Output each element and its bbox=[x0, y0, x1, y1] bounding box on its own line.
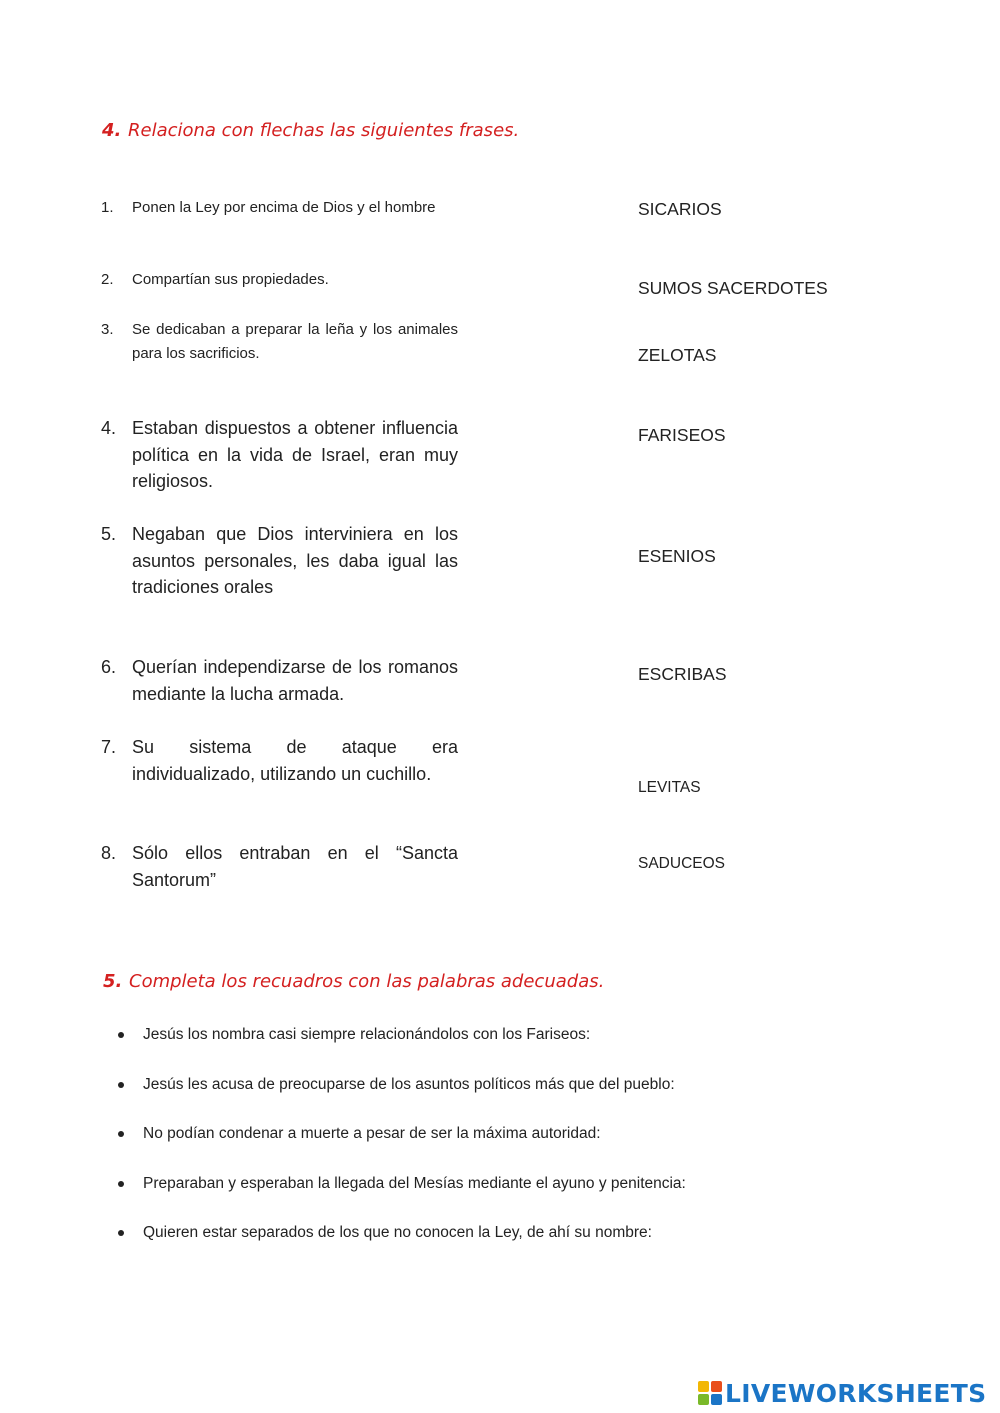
list-item bbox=[118, 1023, 686, 1073]
statement-number: 1. bbox=[101, 199, 114, 216]
bullet-icon bbox=[118, 1230, 124, 1236]
statement-text: Negaban que Dios interviniera en los asuntos personales, les daba igual las tradiciones orales bbox=[132, 524, 458, 597]
exercise-5-list bbox=[118, 1023, 686, 1271]
group-esenios[interactable]: ESENIOS bbox=[638, 546, 716, 566]
statement-text: Sólo ellos entraban en el “Sancta Santorum” bbox=[132, 843, 458, 890]
statement-text: Se dedicaban a preparar la leña y los animales para los sacrificios. bbox=[132, 321, 458, 362]
liveworksheets-logo bbox=[698, 1375, 986, 1411]
statement-4 bbox=[101, 415, 458, 495]
statement-text: Ponen la Ley por encima de Dios y el hombre bbox=[132, 199, 436, 216]
statement-7 bbox=[101, 734, 458, 787]
group-levitas[interactable]: LEVITAS bbox=[638, 779, 701, 796]
list-item-text: Jesús les acusa de preocuparse de los asuntos políticos más que del pueblo: bbox=[143, 1075, 675, 1093]
exercise-4-title: Relaciona con flechas las siguientes frases. bbox=[128, 120, 520, 141]
group-sumos-sacerdotes[interactable]: SUMOS SACERDOTES bbox=[638, 278, 828, 298]
group-sicarios[interactable]: SICARIOS bbox=[638, 199, 722, 219]
exercise-5-title: Completa los recuadros con las palabras adecuadas. bbox=[129, 971, 605, 992]
exercise-5-heading bbox=[103, 971, 604, 992]
bullet-icon bbox=[118, 1082, 124, 1088]
logo-square bbox=[711, 1394, 722, 1405]
group-saduceos[interactable]: SADUCEOS bbox=[638, 855, 725, 872]
statement-3 bbox=[101, 318, 458, 366]
statement-number: 7. bbox=[101, 737, 117, 757]
bullet-icon bbox=[118, 1032, 124, 1038]
list-item-text: Preparaban y esperaban la llegada del Mesías mediante el ayuno y penitencia: bbox=[143, 1174, 686, 1192]
list-item bbox=[118, 1122, 686, 1172]
statement-number: 2. bbox=[101, 271, 114, 288]
statement-number: 6. bbox=[101, 657, 117, 677]
bullet-icon bbox=[118, 1131, 124, 1137]
statement-5 bbox=[101, 521, 458, 601]
statement-2 bbox=[101, 268, 458, 292]
statement-number: 4. bbox=[101, 418, 117, 438]
liveworksheets-logo-icon bbox=[698, 1381, 722, 1405]
statement-text: Estaban dispuestos a obtener influencia política en la vida de Israel, eran muy religiosos. bbox=[132, 418, 458, 491]
group-fariseos[interactable]: FARISEOS bbox=[638, 425, 726, 445]
list-item bbox=[118, 1073, 686, 1123]
statement-8 bbox=[101, 840, 458, 893]
statement-text: Querían independizarse de los romanos mediante la lucha armada. bbox=[132, 657, 458, 704]
bullet-icon bbox=[118, 1181, 124, 1187]
exercise-5-number: 5. bbox=[103, 971, 123, 992]
list-item-text: Jesús los nombra casi siempre relacionándolos con los Fariseos: bbox=[143, 1026, 591, 1043]
list-item bbox=[118, 1221, 686, 1271]
statement-text: Compartían sus propiedades. bbox=[132, 271, 329, 288]
liveworksheets-wordmark: LIVEWORKSHEETS bbox=[725, 1378, 987, 1408]
list-item-text: Quieren estar separados de los que no conocen la Ley, de ahí su nombre: bbox=[143, 1224, 652, 1241]
statement-number: 3. bbox=[101, 321, 114, 338]
logo-square bbox=[711, 1381, 722, 1392]
logo-square bbox=[698, 1381, 709, 1392]
statement-1 bbox=[101, 196, 458, 220]
list-item-text: No podían condenar a muerte a pesar de ser la máxima autoridad: bbox=[143, 1125, 601, 1142]
logo-square bbox=[698, 1394, 709, 1405]
list-item bbox=[118, 1172, 686, 1222]
statement-number: 8. bbox=[101, 843, 117, 863]
statement-6 bbox=[101, 654, 458, 707]
group-escribas[interactable]: ESCRIBAS bbox=[638, 664, 727, 684]
statement-text: Su sistema de ataque era individualizado, utilizando un cuchillo. bbox=[132, 737, 458, 784]
statement-number: 5. bbox=[101, 524, 117, 544]
group-zelotas[interactable]: ZELOTAS bbox=[638, 345, 717, 365]
exercise-4-number: 4. bbox=[102, 120, 122, 141]
exercise-4-heading bbox=[102, 120, 519, 141]
